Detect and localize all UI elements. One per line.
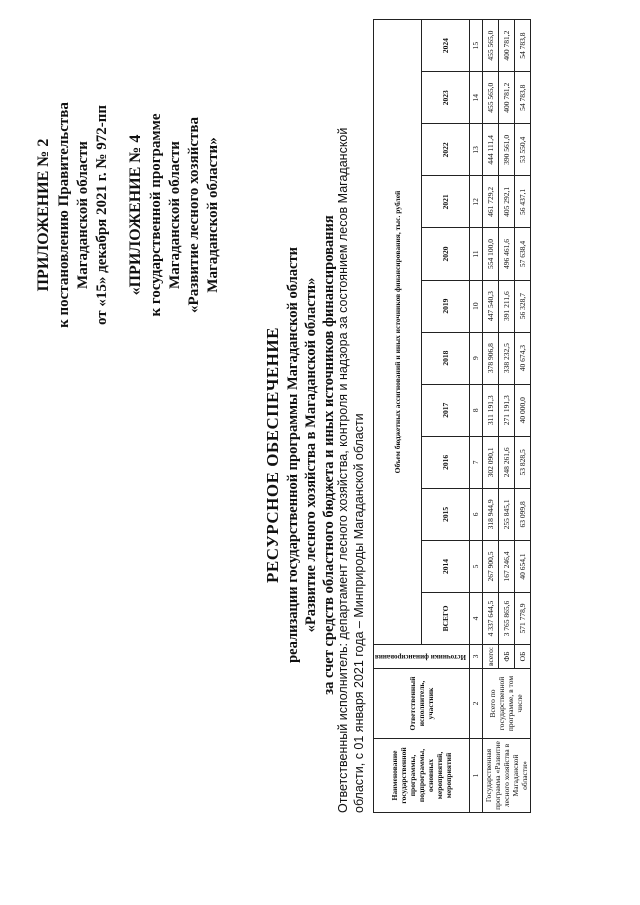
appendix-sub-number: «ПРИЛОЖЕНИЕ № 4 (127, 134, 144, 296)
appendix-line: к постановлению Правительства (56, 102, 72, 328)
value-cell: 318 944,9 (482, 488, 498, 540)
value-cell: 554 100,0 (482, 228, 498, 280)
header-year: 2024 (421, 20, 469, 72)
col-num: 12 (469, 176, 482, 228)
appendix-line: к государственной программе (148, 113, 164, 317)
value-cell: 400 781,2 (498, 72, 514, 124)
value-cell: 40 654,1 (514, 540, 530, 592)
header-name: Наименование государственной программы, подпрограммы, основных мероприятий, мероприятий (374, 739, 470, 813)
table-row (482, 20, 498, 813)
value-cell: 444 111,4 (482, 124, 498, 176)
header-executor: Ответственный исполнитель, участник (374, 669, 470, 739)
appendix-line: «Развитие лесного хозяйства (186, 117, 202, 313)
value-cell: 40 674,3 (514, 332, 530, 384)
title-line: реализации государственной программы Магаданской области (285, 247, 301, 663)
col-num: 9 (469, 332, 482, 384)
title-line: «Развитие лесного хозяйства в Магаданской области» (303, 277, 319, 633)
col-num: 10 (469, 280, 482, 332)
header-year: 2022 (421, 124, 469, 176)
col-num: 3 (469, 645, 482, 669)
responsible-line: Ответственный исполнитель: департамент лесного хозяйства, контроля и надзора за состоянием лесов Магаданской (336, 127, 350, 813)
responsible-line: области, с 01 января 2021 года – Минприроды Магаданской области (351, 413, 366, 813)
program-executor: Всего по государственной программе, в том числе (482, 669, 530, 739)
value-cell: 3 765 865,6 (498, 593, 514, 645)
title-main: РЕСУРСНОЕ ОБЕСПЕЧЕНИЕ (263, 327, 282, 583)
value-cell: 40 000,0 (514, 384, 530, 436)
col-num: 7 (469, 436, 482, 488)
header-year: 2023 (421, 72, 469, 124)
header-year: 2018 (421, 332, 469, 384)
col-num: 2 (469, 669, 482, 739)
source-cell: ОБ (514, 645, 530, 669)
col-num: 8 (469, 384, 482, 436)
appendix-header (34, 45, 223, 385)
header-year: 2016 (421, 436, 469, 488)
header-year: 2021 (421, 176, 469, 228)
header-year: 2017 (421, 384, 469, 436)
header-year: 2014 (421, 540, 469, 592)
value-cell: 496 461,6 (498, 228, 514, 280)
appendix-line: Магаданской области (167, 141, 183, 289)
col-num: 11 (469, 228, 482, 280)
resource-table (373, 19, 531, 813)
responsible-executor (336, 53, 367, 813)
source-cell: ФБ (498, 645, 514, 669)
header-volume: Объем бюджетных ассигнований и иных источников финансирования, тыс. рублей (374, 20, 422, 645)
value-cell: 311 191,3 (482, 384, 498, 436)
value-cell: 302 090,1 (482, 436, 498, 488)
header-source-text: Источники финансирования (375, 653, 466, 661)
appendix-line: Магаданской области» (205, 137, 221, 293)
program-name: Государственная программа «Развитие лесного хозяйства в Магаданской области» (482, 739, 530, 813)
value-cell: 53 550,4 (514, 124, 530, 176)
value-cell: 390 561,0 (498, 124, 514, 176)
value-cell: 271 191,3 (498, 384, 514, 436)
value-cell: 400 781,2 (498, 20, 514, 72)
value-cell: 53 828,5 (514, 436, 530, 488)
col-num: 5 (469, 540, 482, 592)
value-cell: 455 565,0 (482, 72, 498, 124)
source-cell: всего: (482, 645, 498, 669)
appendix-line: Магаданской области (75, 141, 91, 289)
value-cell: 167 246,4 (498, 540, 514, 592)
header-year: 2020 (421, 228, 469, 280)
col-num: 14 (469, 72, 482, 124)
value-cell: 56 437,1 (514, 176, 530, 228)
value-cell: 255 845,1 (498, 488, 514, 540)
col-num: 15 (469, 20, 482, 72)
col-num: 13 (469, 124, 482, 176)
value-cell: 455 565,0 (482, 20, 498, 72)
col-num: 6 (469, 488, 482, 540)
value-cell: 63 099,8 (514, 488, 530, 540)
value-cell: 54 783,8 (514, 20, 530, 72)
value-cell: 57 638,4 (514, 228, 530, 280)
appendix-date: от «15» декабря 2021 г. № 972-пп (94, 105, 110, 326)
col-num: 1 (469, 739, 482, 813)
value-cell: 4 337 644,5 (482, 593, 498, 645)
value-cell: 56 328,7 (514, 280, 530, 332)
header-year: 2015 (421, 488, 469, 540)
value-cell: 571 778,9 (514, 593, 530, 645)
title-line: за счет средств областного бюджета и иных источников финансирования (321, 215, 337, 695)
value-cell: 391 211,6 (498, 280, 514, 332)
value-cell: 447 540,3 (482, 280, 498, 332)
value-cell: 54 783,8 (514, 72, 530, 124)
header-total: ВСЕГО (421, 593, 469, 645)
value-cell: 378 906,8 (482, 332, 498, 384)
column-number-row (469, 20, 482, 813)
value-cell: 267 900,5 (482, 540, 498, 592)
header-source (374, 645, 470, 669)
value-cell: 338 232,5 (498, 332, 514, 384)
value-cell: 461 729,2 (482, 176, 498, 228)
value-cell: 248 261,6 (498, 436, 514, 488)
appendix-number: ПРИЛОЖЕНИЕ № 2 (35, 138, 52, 292)
header-year: 2019 (421, 280, 469, 332)
document-title (262, 95, 338, 815)
value-cell: 405 292,1 (498, 176, 514, 228)
col-num: 4 (469, 593, 482, 645)
